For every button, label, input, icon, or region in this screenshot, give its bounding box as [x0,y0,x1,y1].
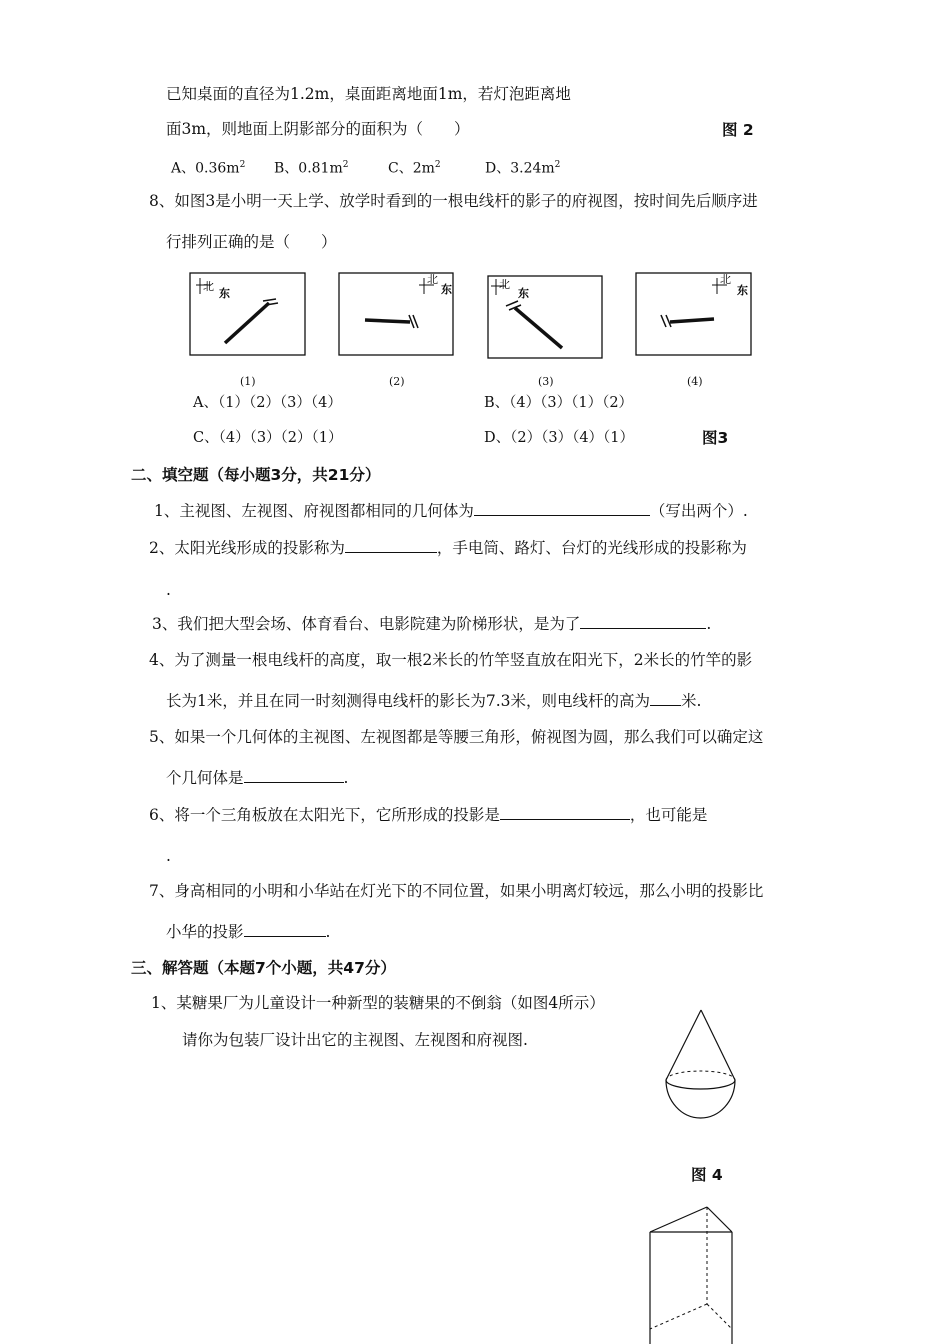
svg-text:东: 东 [518,287,529,300]
fill-q5-line1: 5、如果一个几何体的主视图、左视图都是等腰三角形，俯视图为圆，那么我们可以确定这 [149,728,764,746]
compass-3 [491,278,529,300]
answer-q1-line1: 1、某糖果厂为儿童设计一种新型的装糖果的不倒翁（如图4所示） [151,994,605,1012]
fill-q7-line1: 7、身高相同的小明和小华站在灯光下的不同位置，如果小明离灯较远，那么小明的投影比 [149,882,764,900]
panel-2-label: (2) [389,375,405,388]
section-3-title: 三、解答题（本题7个小题，共47分） [131,959,396,977]
fill-q4-line2: 长为1米，并且在同一时刻测得电线杆的影长为7.3米，则电线杆的高为 米. [166,692,702,710]
pole-shadow-4 [670,319,714,322]
svg-text:北: 北 [203,280,214,293]
q8-text-line1: 8、如图3是小明一天上学、放学时看到的一根电线杆的影子的府视图，按时间先后顺序进 [149,192,758,210]
svg-text:东: 东 [441,283,452,296]
panel-1-label: (1) [240,375,256,388]
panel-3 [488,276,602,358]
answer-q1-line2: 请你为包装厂设计出它的主视图、左视图和府视图. [182,1031,528,1049]
pole-shadow-2 [365,320,410,322]
triangular-prism-figure [640,1204,760,1344]
compass-2 [419,273,452,296]
svg-text:北: 北 [720,273,731,286]
fill-q4-line1: 4、为了测量一根电线杆的高度，取一根2米长的竹竿竖直放在阳光下，2米长的竹竿的影 [149,651,753,669]
figure-4-tumbler [655,1005,775,1165]
svg-text:东: 东 [737,284,748,297]
figure-3-label: 图3 [702,429,729,447]
svg-text:北: 北 [499,278,510,291]
q8-option-b: B、（4）（3）（1）（2） [484,395,634,411]
panel-2 [339,273,453,355]
fill-q5-line2: 个几何体是 . [166,769,349,787]
panel-3-label: (3) [538,375,554,388]
svg-text:东: 东 [219,287,230,300]
fill-q2-end: . [166,581,171,599]
fill-q7-line2: 小华的投影 . [166,923,331,941]
q7-option-a: A、$0.36m^2$ [171,160,246,177]
fill-q6-end: . [166,847,171,865]
q7-option-c: C、$2m^2$ [388,160,441,177]
q7-option-d: D、$3.24m^2$ [485,160,561,177]
figure-3-panels [0,268,950,388]
figure-2-label: 图 2 [722,121,754,139]
compass-1 [196,278,230,300]
q7-text-line1: 已知桌面的直径为1.2m，桌面距离地面1m，若灯泡距离地 [166,85,571,103]
panel-1 [190,273,305,355]
fill-q2: 2、太阳光线形成的投影称为 ，手电筒、路灯、台灯的光线形成的投影称为 [149,539,747,557]
section-2-title: 二、填空题（每小题3分，共21分） [131,466,381,484]
fill-q1: 1、主视图、左视图、府视图都相同的几何体为 （写出两个）. [154,502,748,520]
q7-text-line2: 面3m，则地面上阴影部分的面积为（ ） [166,120,470,138]
svg-text:北: 北 [427,273,438,286]
pole-shadow-3 [515,308,562,348]
q8-option-c: C、（4）（3）（2）（1） [193,430,343,446]
panel-4 [636,273,751,355]
q8-text-line2: 行排列正确的是（ ） [166,233,337,251]
fill-q3: 3、我们把大型会场、体育看台、电影院建为阶梯形状，是为了 . [152,615,712,633]
panel-4-label: (4) [687,375,703,388]
fill-q6: 6、将一个三角板放在太阳光下，它所形成的投影是 ，也可能是 [149,806,708,824]
q8-option-d: D、（2）（3）（4）（1） [484,430,635,446]
pole-shadow-1 [225,303,269,343]
compass-4 [712,273,748,297]
q7-option-b: B、$0.81m^2$ [274,160,349,177]
figure-4-label: 图 4 [691,1166,723,1184]
q8-option-a: A、（1）（2）（3）（4） [193,395,342,411]
